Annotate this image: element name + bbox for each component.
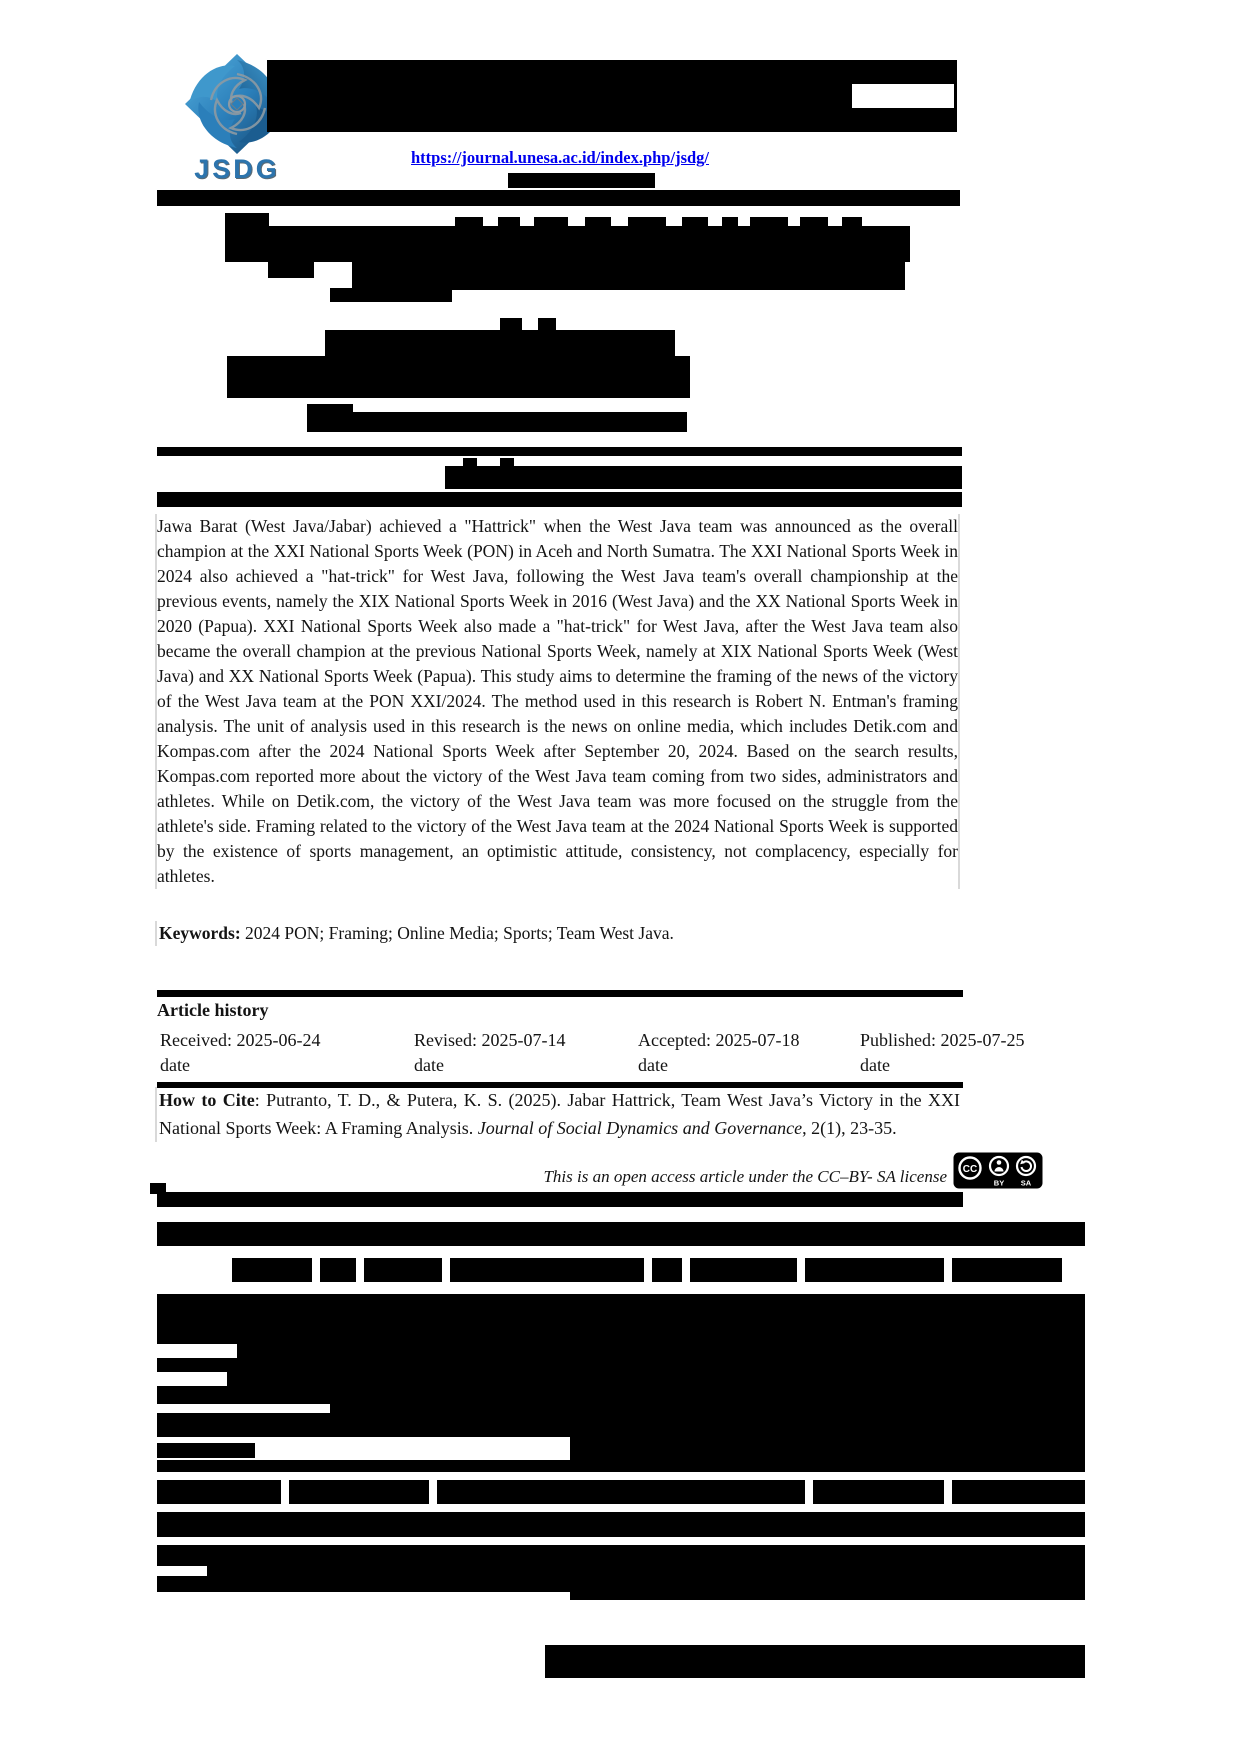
published-date: Published: 2025-07-25 (860, 1030, 1025, 1050)
redaction-title-tooth (800, 217, 828, 226)
redaction-paragraph-word (157, 1480, 281, 1504)
rule-header-bottom (157, 1192, 963, 1207)
journal-url-link[interactable]: https://journal.unesa.ac.id/index.php/jsdg/ (411, 148, 709, 167)
redaction-subheading-word (805, 1258, 944, 1282)
redaction-title-tooth (585, 217, 611, 226)
redaction-title-tooth (455, 217, 483, 226)
redaction-gap (157, 1404, 330, 1413)
redaction-paragraph-line (570, 1592, 1085, 1600)
published-date-note: date (860, 1055, 890, 1075)
redaction-paragraph-line (157, 1443, 255, 1458)
redaction-paragraph-block (570, 1425, 1085, 1472)
redaction-paragraph-word (437, 1480, 805, 1504)
how-to-cite (155, 1087, 960, 1142)
how-to-cite-journal-name: Journal of Social Dynamics and Governance (477, 1117, 803, 1138)
journal-logo-text: JSDG (194, 154, 280, 184)
redaction-authors (325, 330, 675, 356)
redaction-subheading-word (320, 1258, 356, 1282)
redaction-abstract-label (445, 466, 962, 489)
license-statement: This is an open access article under the CC–BY- SA license (543, 1167, 947, 1186)
redaction-title-tooth (750, 217, 788, 226)
redaction-paragraph-line (157, 1512, 1085, 1537)
revised-date-note: date (414, 1055, 444, 1075)
redaction-bottom-line (545, 1645, 1085, 1678)
redaction-title-line2 (330, 288, 452, 302)
redaction-author-sup (500, 318, 522, 330)
redaction-affiliation (307, 412, 687, 432)
how-to-cite-body: : Putranto, T. D., & Putera, K. S. (2025). Jabar Hattrick, Team West Java’s Victory in the XXI National Sports Week: A Framing Analysis. (159, 1090, 960, 1138)
rule-above-abstract (157, 447, 962, 456)
redaction-paragraph-word (289, 1480, 429, 1504)
received-date-note: date (160, 1055, 190, 1075)
badge-by-label: BY (993, 1178, 1005, 1188)
redaction-title-tooth (842, 217, 862, 226)
redaction-title-tooth (534, 217, 568, 226)
redaction-subheading-word (952, 1258, 1062, 1282)
redaction-paragraph-word (952, 1480, 1085, 1504)
redaction-subheading-word (364, 1258, 442, 1282)
redaction-title-line2 (352, 262, 905, 290)
accepted-date-note: date (638, 1055, 668, 1075)
redaction-subheading-word (450, 1258, 644, 1282)
keywords-values: 2024 PON; Framing; Online Media; Sports; Team West Java. (240, 923, 674, 943)
redaction-paragraph-word (813, 1480, 944, 1504)
redaction-subheading-word (232, 1258, 312, 1282)
redaction-title-tooth (498, 217, 520, 226)
redaction-title-line1 (262, 226, 910, 262)
redaction-subheading-word (652, 1258, 682, 1282)
redaction-paragraph-line (157, 1425, 570, 1437)
redaction-title-tooth (682, 217, 708, 226)
redaction-gap (157, 1344, 237, 1358)
redaction-title-tooth (722, 217, 738, 226)
rule-below-abstract-label (157, 492, 962, 507)
redaction-author-sup (538, 318, 556, 330)
redaction-affiliation (307, 404, 353, 412)
redaction-paragraph-line (157, 1460, 570, 1472)
journal-url-line (157, 148, 963, 168)
redaction-subheading-word (690, 1258, 797, 1282)
keywords-line (155, 921, 960, 946)
redaction-gap (852, 84, 954, 108)
redaction-title-line2 (268, 262, 314, 278)
article-history-heading: Article history (157, 1000, 269, 1020)
keywords-label: Keywords: (159, 923, 241, 943)
received-date: Received: 2025-06-24 (160, 1030, 321, 1050)
badge-sa-label: SA (1020, 1178, 1032, 1188)
redaction-affiliation (227, 356, 690, 398)
accepted-date: Accepted: 2025-07-18 (638, 1030, 800, 1050)
redaction-under-url (508, 173, 655, 188)
abstract-text: Jawa Barat (West Java/Jabar) achieved a "Hattrick" when the West Java team was announced as the overall champion at the XXI National Sports Week (PON) in Aceh and North Sumatra. The XXI National Sports Week in 2024 also achieved a "hat-trick" for West Java, following the West Java team's overall championship at the previous events, namely the XIX National Sports Week in 2016 (West Java) and the XX National Sports Week in 2020 (Papua). XXI National Sports Week also made a "hat-trick" for West Java, after the West Java team also became the overall champion at the previous National Sports Week, namely at XIX National Sports Week (West Java) and XX National Sports Week (Papua). This study aims to determine the framing of the news of the victory of the West Java team at the PON XXI/2024. The method used in this research is Robert N. Entman's framing analysis. The unit of analysis used in this research is the news on online media, which includes Detik.com and Kompas.com after the 2024 National Sports Week after September 20, 2024. Based on the search results, Kompas.com reported more about the victory of the West Java team coming from two sides, administrators and athletes. While on Detik.com, the victory of the West Java team was more focused on the struggle from the athlete's side. Framing related to the victory of the West Java team at the 2024 National Sports Week is supported by the existence of sports management, an optimistic attitude, consistency, not complacency, especially for athletes. (155, 514, 960, 889)
redaction-section-heading (157, 1222, 1085, 1246)
cc-by-sa-icon (953, 1152, 1043, 1190)
cc-by-sa-badge[interactable] (953, 1152, 1043, 1190)
redaction-title-tooth (628, 217, 666, 226)
how-to-cite-tail: , 2(1), 23-35. (802, 1117, 897, 1138)
how-to-cite-label: How to Cite (159, 1090, 255, 1110)
svg-text:CC: CC (962, 1164, 978, 1175)
redaction-gap (157, 1566, 207, 1576)
rule-above-article-history (157, 990, 963, 997)
revised-date: Revised: 2025-07-14 (414, 1030, 566, 1050)
header-rule-bar (157, 190, 960, 206)
redaction-paragraph-block (157, 1545, 1085, 1592)
redaction-gap (157, 1372, 227, 1386)
